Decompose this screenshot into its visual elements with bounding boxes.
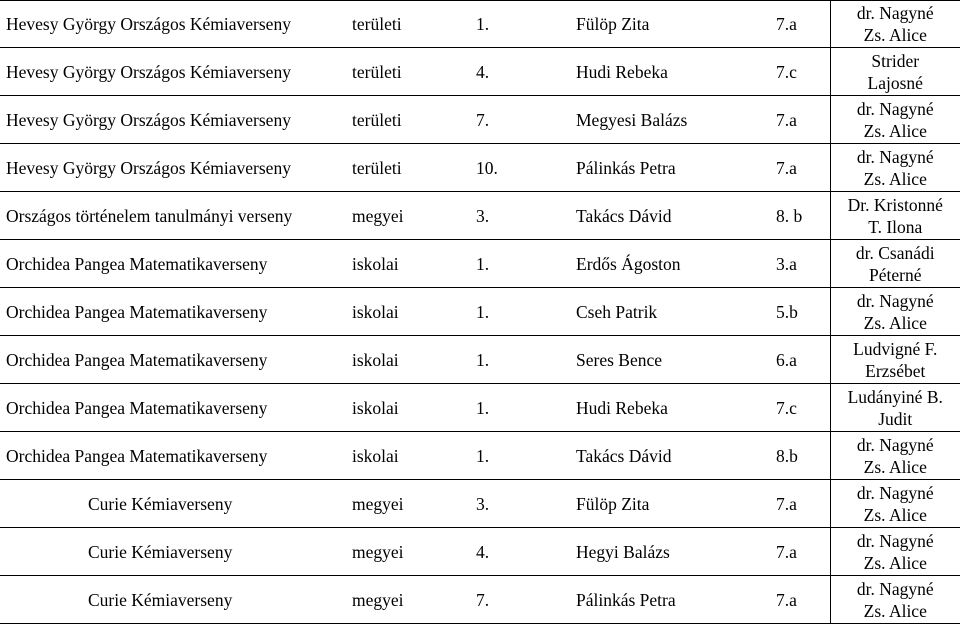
level-cell: iskolai [352,336,476,384]
competition-cell: Curie Kémiaverseny [0,576,352,624]
class-cell: 7.a [776,480,830,528]
class-cell: 6.a [776,336,830,384]
table-row [0,96,960,144]
student-name-cell: Seres Bence [576,336,776,384]
table-row [0,192,960,240]
teacher-line-1: Dr. Kristonné [831,194,960,216]
place-cell: 1. [476,432,576,480]
place-cell: 7. [476,576,576,624]
table-row [0,480,960,528]
competition-cell: Hevesy György Országos Kémiaverseny [0,1,352,48]
competition-cell: Hevesy György Országos Kémiaverseny [0,48,352,96]
competition-cell: Curie Kémiaverseny [0,480,352,528]
place-cell: 4. [476,528,576,576]
teacher-line-2: Zs. Alice [831,504,960,526]
teacher-line-1: dr. Nagyné [831,434,960,456]
level-cell: területi [352,144,476,192]
competition-cell: Hevesy György Országos Kémiaverseny [0,144,352,192]
teacher-line-1: dr. Nagyné [831,2,960,24]
level-cell: iskolai [352,432,476,480]
place-cell: 1. [476,240,576,288]
level-cell: megyei [352,192,476,240]
table-row [0,384,960,432]
place-cell: 1. [476,384,576,432]
teacher-line-1: dr. Nagyné [831,146,960,168]
student-name-cell: Cseh Patrik [576,288,776,336]
table-row [0,288,960,336]
student-name-cell: Hudi Rebeka [576,48,776,96]
competition-cell: Orchidea Pangea Matematikaverseny [0,240,352,288]
teacher-cell [830,192,960,240]
class-cell: 7.a [776,1,830,48]
teacher-cell [830,576,960,624]
level-cell: területi [352,1,476,48]
competition-cell: Orchidea Pangea Matematikaverseny [0,432,352,480]
student-name-cell: Fülöp Zita [576,1,776,48]
student-name-cell: Megyesi Balázs [576,96,776,144]
class-cell: 7.a [776,576,830,624]
teacher-line-1: dr. Nagyné [831,578,960,600]
teacher-line-1: Ludvigné F. [831,338,960,360]
teacher-line-2: Zs. Alice [831,600,960,622]
competition-cell: Curie Kémiaverseny [0,528,352,576]
class-cell: 7.a [776,144,830,192]
teacher-line-2: Judit [831,408,960,430]
competition-cell: Országos történelem tanulmányi verseny [0,192,352,240]
class-cell: 7.c [776,48,830,96]
student-name-cell: Erdős Ágoston [576,240,776,288]
teacher-line-1: dr. Nagyné [831,98,960,120]
student-name-cell: Takács Dávid [576,432,776,480]
table-row [0,576,960,624]
results-table-body [0,1,960,624]
competition-cell: Orchidea Pangea Matematikaverseny [0,384,352,432]
student-name-cell: Pálinkás Petra [576,576,776,624]
competition-cell: Orchidea Pangea Matematikaverseny [0,336,352,384]
place-cell: 4. [476,48,576,96]
student-name-cell: Takács Dávid [576,192,776,240]
place-cell: 1. [476,288,576,336]
student-name-cell: Hudi Rebeka [576,384,776,432]
class-cell: 3.a [776,240,830,288]
student-name-cell: Pálinkás Petra [576,144,776,192]
teacher-line-2: Lajosné [831,72,960,94]
teacher-line-2: Zs. Alice [831,168,960,190]
teacher-cell [830,480,960,528]
level-cell: megyei [352,480,476,528]
place-cell: 10. [476,144,576,192]
teacher-cell [830,432,960,480]
level-cell: iskolai [352,288,476,336]
competition-cell: Hevesy György Országos Kémiaverseny [0,96,352,144]
student-name-cell: Hegyi Balázs [576,528,776,576]
teacher-line-1: Strider [831,50,960,72]
level-cell: területi [352,48,476,96]
place-cell: 1. [476,1,576,48]
place-cell: 3. [476,192,576,240]
teacher-line-1: dr. Csanádi [831,242,960,264]
teacher-line-1: Ludányiné B. [831,386,960,408]
class-cell: 8.b [776,432,830,480]
teacher-cell [830,384,960,432]
place-cell: 1. [476,336,576,384]
teacher-cell [830,288,960,336]
teacher-line-2: Zs. Alice [831,456,960,478]
teacher-cell [830,336,960,384]
competition-cell: Orchidea Pangea Matematikaverseny [0,288,352,336]
teacher-cell [830,240,960,288]
class-cell: 8. b [776,192,830,240]
teacher-line-2: Zs. Alice [831,120,960,142]
student-name-cell: Fülöp Zita [576,480,776,528]
teacher-line-1: dr. Nagyné [831,530,960,552]
teacher-cell [830,528,960,576]
class-cell: 7.c [776,384,830,432]
table-row [0,336,960,384]
table-row [0,48,960,96]
table-row [0,528,960,576]
teacher-line-1: dr. Nagyné [831,290,960,312]
class-cell: 7.a [776,96,830,144]
class-cell: 5.b [776,288,830,336]
teacher-line-2: T. Ilona [831,216,960,238]
teacher-line-2: Erzsébet [831,360,960,382]
level-cell: megyei [352,576,476,624]
level-cell: megyei [352,528,476,576]
level-cell: iskolai [352,240,476,288]
table-row [0,1,960,48]
teacher-line-2: Zs. Alice [831,24,960,46]
place-cell: 3. [476,480,576,528]
teacher-cell [830,144,960,192]
class-cell: 7.a [776,528,830,576]
teacher-cell [830,48,960,96]
teacher-cell [830,1,960,48]
teacher-cell [830,96,960,144]
place-cell: 7. [476,96,576,144]
teacher-line-2: Zs. Alice [831,552,960,574]
level-cell: iskolai [352,384,476,432]
level-cell: területi [352,96,476,144]
table-row [0,432,960,480]
teacher-line-2: Péterné [831,264,960,286]
table-row [0,240,960,288]
teacher-line-1: dr. Nagyné [831,482,960,504]
table-row [0,144,960,192]
teacher-line-2: Zs. Alice [831,312,960,334]
